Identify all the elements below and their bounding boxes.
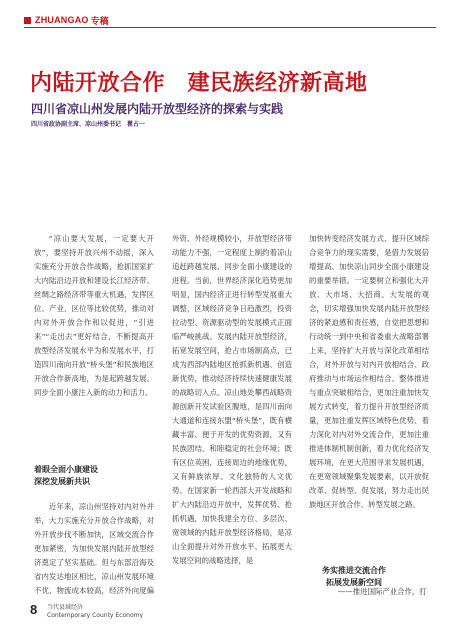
article-subtitle: 四川省凉山州发展内陆开放型经济的探索与实践	[31, 102, 284, 116]
header-rule	[24, 27, 436, 28]
heading-line: 拓展发展新空间	[326, 578, 382, 587]
column-2-text	[172, 232, 292, 610]
section-heading-1	[34, 464, 154, 488]
paragraph: 加快转变经济发展方式、提升区域综合竞争力的现实需要，是借力发展倍增提高、加快凉山同步全面小康建设的重要举措。一定要树立和强化大开放、大市场、大招商、大发展的观念，切实增强加快发展内陆开放型经济的紧迫感和责任感，自觉把思想和行动统一到中央和省委重大战略部署上来，坚持扩大开放与深化改革相结合，对外开放与对内开放相结合、政府推动与市场运作相结合、整体推进与重点突破相结合，更加注重加快发展方式转变，着力提升开放型经济质量，更加注重发挥区域特色优势、着力深化对内对外交流合作，更加注重推进体制机制创新，着力优化经济发展环境，在更大范围寻求发展机遇，在更宽领域聚集发展要素，以开放促改革、促转型、促发展，努力走出民族地区开放合作、转型发展之路。	[309, 234, 429, 509]
magazine-name-en: Contemporary County Economy	[47, 612, 144, 619]
heading-line: 着眼全面小康建设	[34, 465, 98, 474]
column-3-text	[309, 232, 429, 552]
paragraph: 近年来，凉山州坚持对内对外并举，大力实施充分开放合作战略，对外开放步伐不断加快，区域交流合作更加紧密，为加快发展内陆开放型经济奠定了坚实基础。但与东部沿海及省内发达地区相比，凉山州发展环境不优、物流成本较高，经济外向度偏	[34, 502, 154, 595]
paragraph: 外资、外经规模较小，开放型经济带动能力不强，一定程度上制约着凉山追赶跨越发展、同步全面小康建设的进程。当前，世界经济深化趋势更加明显，国内经济正进行转型发展重大调整，区域经济竞争日趋激烈，投资拉动型、资源驱动型的发展模式正面临严峻挑战。发展内陆开放型经济，拓宽发展空间，抢占市场制高点，已成为西部内陆地区抢抓新机遇、创造新优势，推动经济持续快速健康发展的战略切入点。凉山地处攀西战略资源创新开发试验区腹地，是四川南向大通道和连接东盟“桥头堡”，既有横藏丰富、便于开发的优势资源，又有民族团结、和睦稳定的社会环境；既有区位英困，连接周边的地缘优势，又有鲜族浓厚、文化独特的人文优势。在国家新一轮西部大开发战略和扩大内陆沿边开放中，发挥优势、抢抓机遇，加快我建全方位、多层次、宽领域的内陆开放型经济格局，是凉山全面提升对外开放水平、拓展更大发展空间的战略选择，是	[172, 234, 292, 565]
page-number: 8	[30, 602, 38, 617]
heading-line: 务实推进交流合作	[322, 566, 386, 575]
section-square-icon	[24, 17, 31, 24]
section-brand: ZHUANGAO	[35, 15, 89, 25]
paragraph: “凉山要大发展，一定要大开放”，要坚持开放兴州不动摇，深入实施充分开放合作战略，抢抓国家扩大内陆沿边开放和建设长江经济带、丝绸之路经济带等重大机遇，发挥区位、产业、区位等比较优势，推动对内对外开放合作和以促进，“引进来”“走出去”更好结合，不断提高开放型经济发展水平为和发展水平，打造四川南向开放“桥头堡”和民族地区开放合作新高地，为是起跨越发展、同步全面小康注入新的动力和活力。	[34, 234, 154, 397]
column-1-bottom-text	[34, 500, 154, 600]
section-label: 专稿	[90, 16, 109, 27]
magazine-name	[47, 604, 143, 620]
column-1-text	[34, 232, 154, 462]
magazine-name-cn: 当代县域经济	[47, 604, 84, 611]
article-byline: 四川省政协副主席、凉山州委书记 瞿占一	[31, 121, 146, 128]
article-title: 内陆开放合作 建民族经济新高地	[30, 71, 368, 96]
section-tag	[24, 14, 109, 26]
column-3-continuation: ——推进国际产业合作，打	[338, 587, 427, 596]
heading-line: 深挖发展新共识	[34, 477, 90, 486]
